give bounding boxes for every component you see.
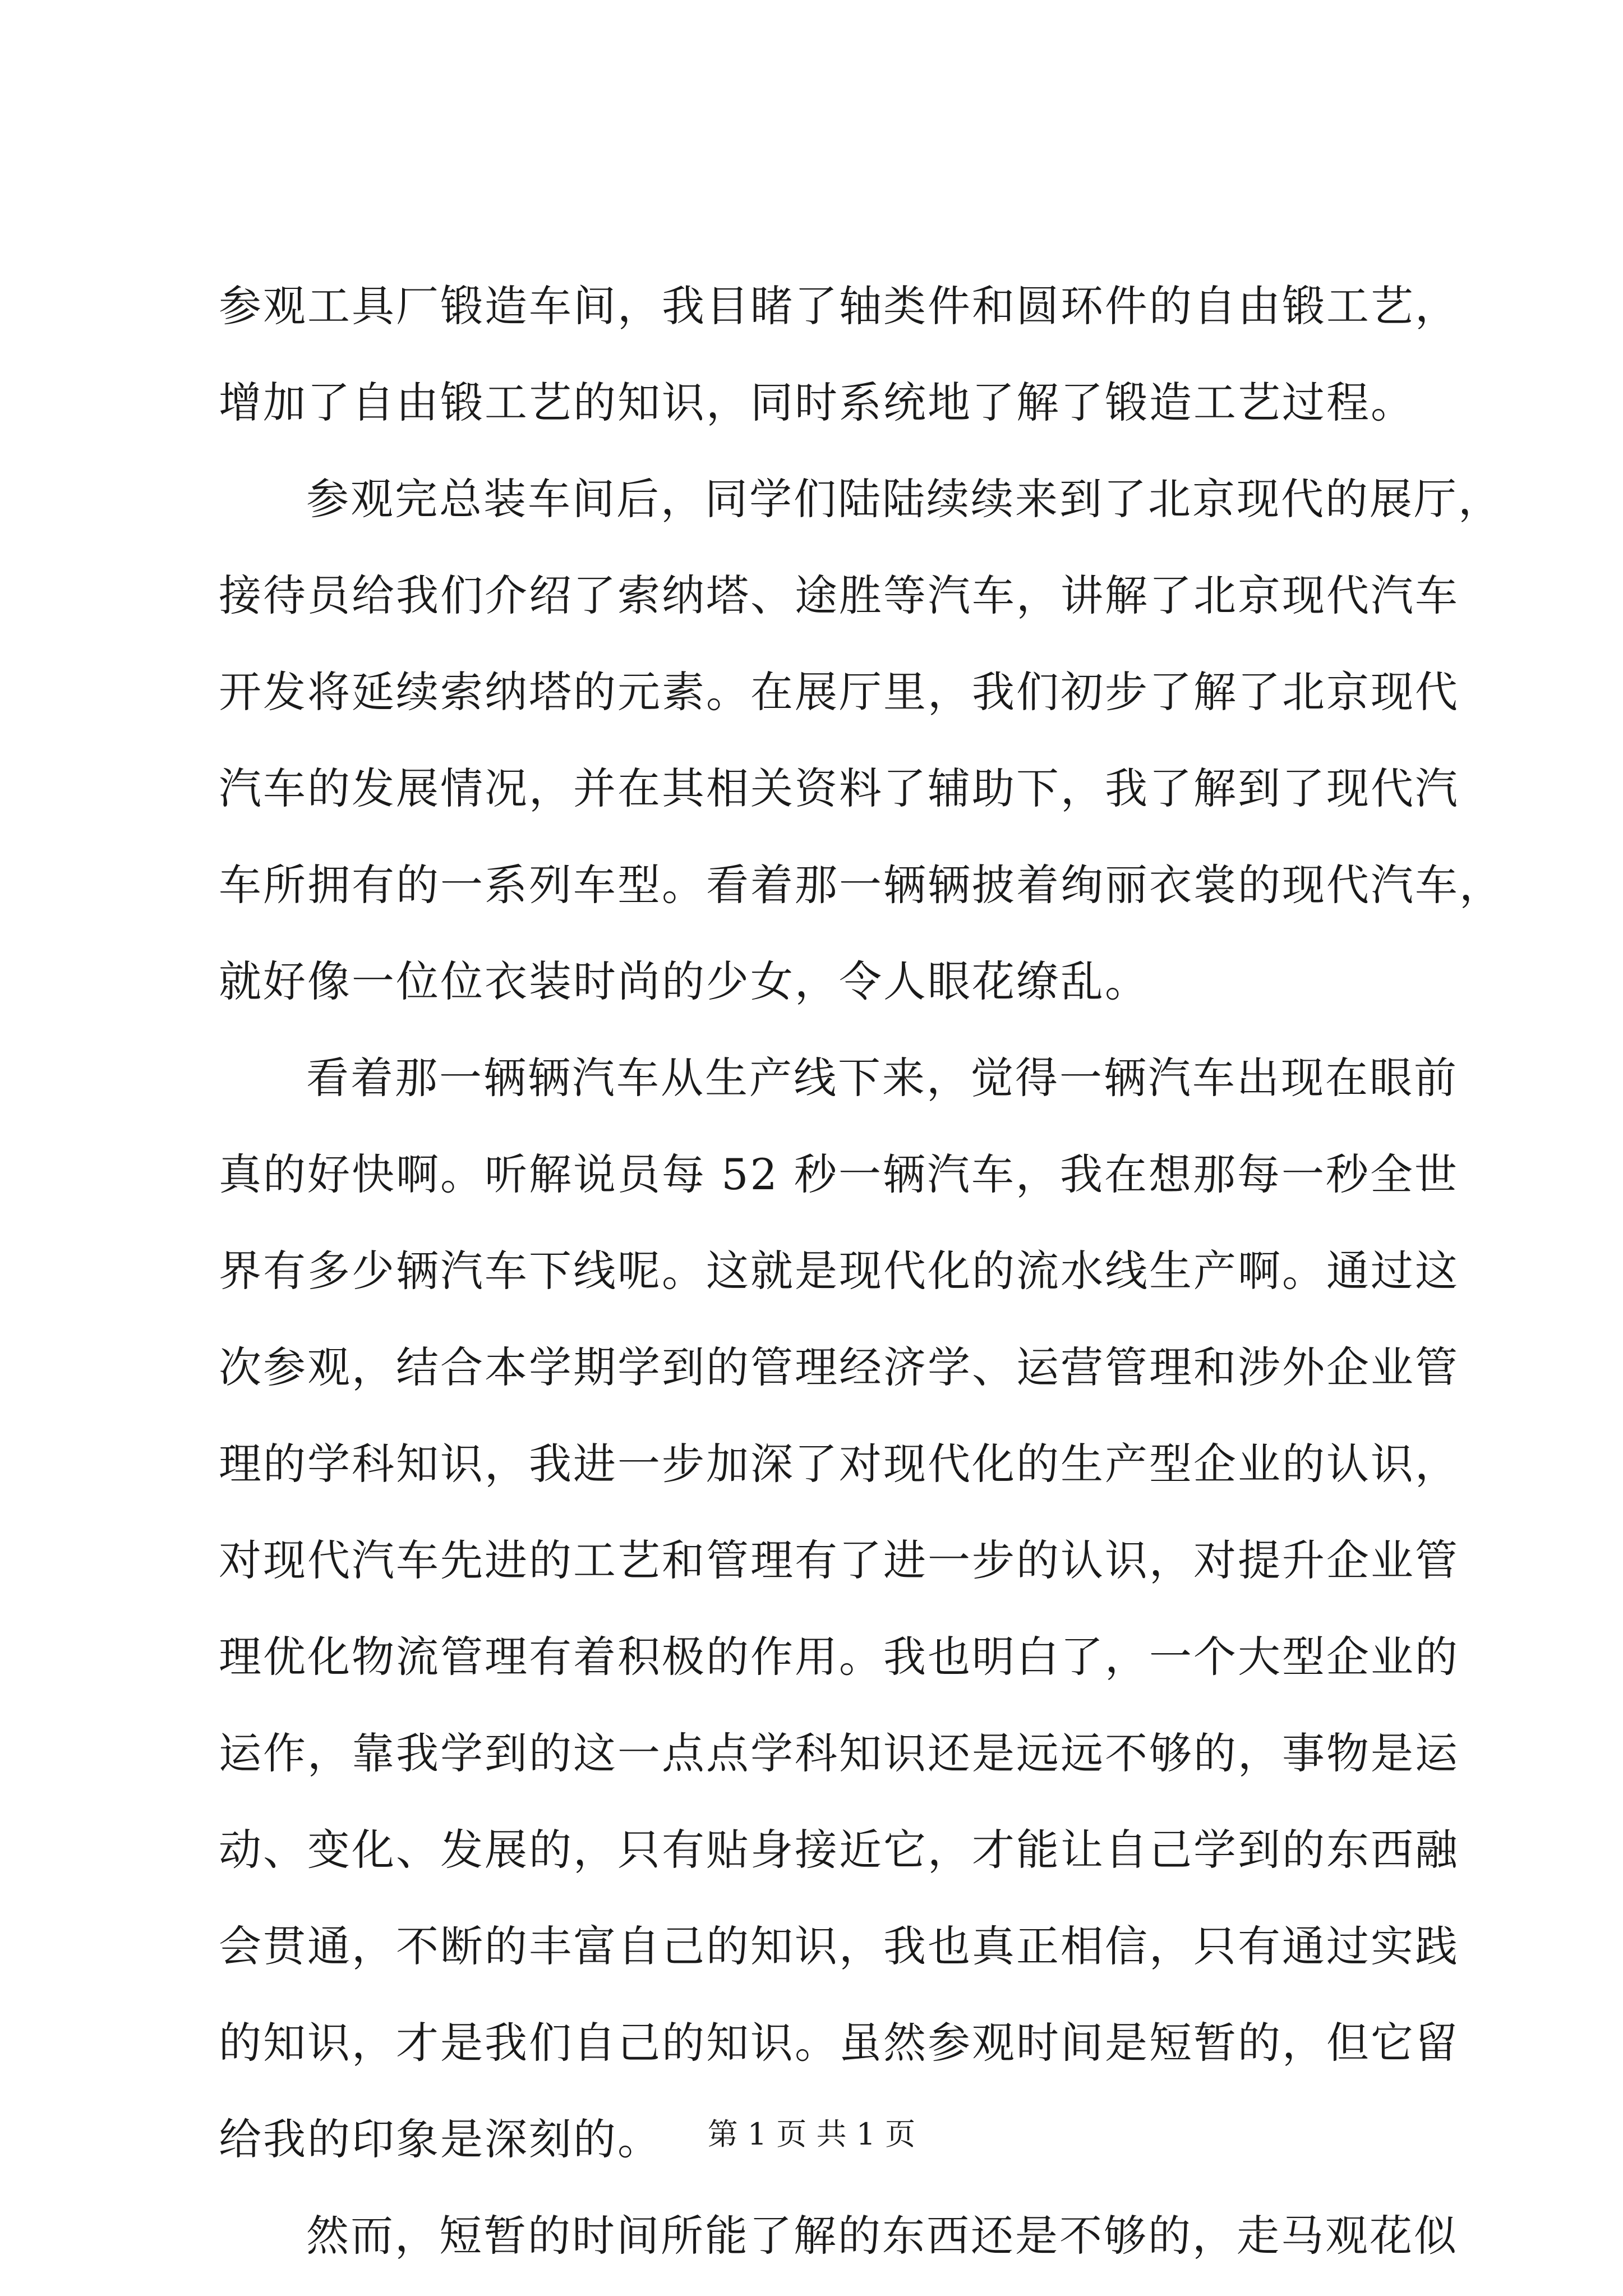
text-line: 汽车的发展情况，并在其相关资料了辅助下，我了解到了现代汽	[219, 763, 1459, 813]
text-line: 理优化物流管理有着积极的作用。我也明白了，一个大型企业的	[219, 1632, 1459, 1682]
text-line: 次参观，结合本学期学到的管理经济学、运营管理和涉外企业管	[219, 1342, 1459, 1392]
text-line: 理的学科知识，我进一步加深了对现代化的生产型企业的认识，	[219, 1439, 1459, 1489]
text-line: 参观完总装车间后，同学们陆陆续续来到了北京现代的展厅，	[306, 474, 1502, 524]
body-text	[219, 258, 1504, 2284]
text-line: 对现代汽车先进的工艺和管理有了进一步的认识，对提升企业管	[219, 1535, 1459, 1585]
text-line: 给我的印象是深刻的。	[219, 2114, 662, 2164]
text-line: 然而，短暂的时间所能了解的东西还是不够的，走马观花似	[306, 2211, 1458, 2261]
text-line: 接待员给我们介绍了索纳塔、途胜等汽车，讲解了北京现代汽车	[219, 570, 1459, 620]
text-line: 运作，靠我学到的这一点点学科知识还是远远不够的，事物是运	[219, 1728, 1459, 1778]
text-line: 增加了自由锻工艺的知识，同时系统地了解了锻造工艺过程。	[219, 378, 1415, 427]
text-line: 车所拥有的一系列车型。看着那一辆辆披着绚丽衣裳的现代汽车，	[219, 860, 1504, 910]
text-line: 会贯通，不断的丰富自己的知识，我也真正相信，只有通过实践	[219, 1921, 1459, 1971]
text-line: 参观工具厂锻造车间，我目睹了轴类件和圆环件的自由锻工艺，	[219, 281, 1459, 331]
text-line: 的知识，才是我们自己的知识。虽然参观时间是短暂的，但它留	[219, 2018, 1459, 2068]
page-footer: 第 1 页 共 1 页	[707, 2116, 916, 2152]
text-line: 开发将延续索纳塔的元素。在展厅里，我们初步了解了北京现代	[219, 667, 1459, 717]
text-line: 真的好快啊。听解说员每 52 秒一辆汽车，我在想那每一秒全世	[219, 1149, 1459, 1199]
text-line: 就好像一位位衣装时尚的少女，令人眼花缭乱。	[219, 956, 1149, 1006]
text-line: 界有多少辆汽车下线呢。这就是现代化的流水线生产啊。通过这	[219, 1246, 1459, 1296]
text-line: 动、变化、发展的，只有贴身接近它，才能让自己学到的东西融	[219, 1825, 1459, 1875]
text-line: 看着那一辆辆汽车从生产线下来，觉得一辆汽车出现在眼前	[306, 1053, 1458, 1103]
